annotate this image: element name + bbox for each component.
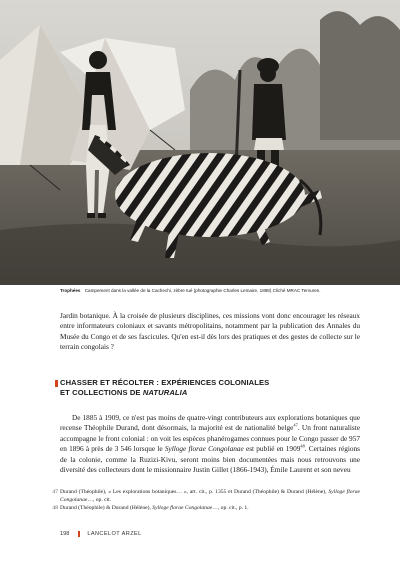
footnote-47 [52,489,360,504]
body-paragraph-1: Jardin botanique. À la croisée de plusieurs disciplines, ces missions vont donc encourager les réseaux entre informateurs coloniaux et savants métropolitains, notamment par la publication des Annales du Musée du Congo et de ses fascicules. Qu'en est-il dès lors des pratiques et des gestes de collecte sur le terrain congolais ? [60,311,360,352]
footnote-ref-48[interactable]: 48 [300,443,305,449]
paragraph-2-book-title: Sylloge florae Congolanae [164,444,244,454]
paragraph-2-part-1: De 1885 à 1909, ce n'est pas moins de quatre-vingt contributeurs aux explorations botaniques que recense Théophile Durand, dont désormais, la majorité est de nationalité belge [60,413,360,433]
page-number: 198 [60,531,70,537]
footnote-text-b: …, op. cit. [87,496,112,503]
footnote-number: 48 [52,505,58,511]
body-paragraph-2 [60,413,360,475]
running-author: LANCELOT ARZEL [87,531,142,537]
footnote-48 [52,505,360,513]
paragraph-2-part-2: . Un front naturaliste accompagne le front colonial : on voit les espèces phanérogames connues pour le Congo passer de 957 en 1896 à près de 3 546 lorsque le [60,423,360,454]
footer-separator [78,531,80,537]
paragraph-2-part-4: . Certaines régions de la colonie, comme la Ruzizi-Kivu, seront moins bien documentées mais nous retrouvons une diversité des collecteurs dont le missionnaire Justin Gillet (1866-1943), Émile Laurent et son neveu [60,444,361,475]
caption-label: Trophées [60,288,81,293]
heading-line-1: CHASSER ET RÉCOLTER : EXPÉRIENCES COLONIALES [60,378,270,387]
heading-marker [55,380,58,387]
paragraph-2-part-3: est publié en 1909 [243,444,301,454]
page-footer [60,531,142,537]
footnote-text-a: Durand (Théophile), « Les explorations botaniques… », art. cit., p. 1355 et Durand (Théophile) & Durand (Hélène), [60,489,329,495]
footnote-text-a: Durand (Théophile) & Durand (Hélène), [60,505,153,511]
section-heading [60,378,360,398]
heading-line-2 [60,388,360,398]
photo-caption [60,288,360,294]
footnote-text-b: …, op. cit., p. 1. [212,505,249,511]
caption-text: Campement dans la vallée de la Cachechi, zèbre tué (photographie Charles Lemaire, 1898) [84,288,273,293]
footnote-number: 47 [52,489,58,495]
footnote-italic-title: Sylloge florae Congolanae [60,489,360,503]
heading-line-2-text: ET COLLECTIONS DE [60,388,143,397]
camp-zebra-photograph [0,0,400,285]
footnote-italic-title: Sylloge florae Congolanae [152,505,213,511]
footnote-ref-47[interactable]: 47 [293,422,298,428]
heading-italic-word: NATURALIA [142,388,188,397]
caption-credit: Cliché MRAC Tervuren. [272,288,321,293]
